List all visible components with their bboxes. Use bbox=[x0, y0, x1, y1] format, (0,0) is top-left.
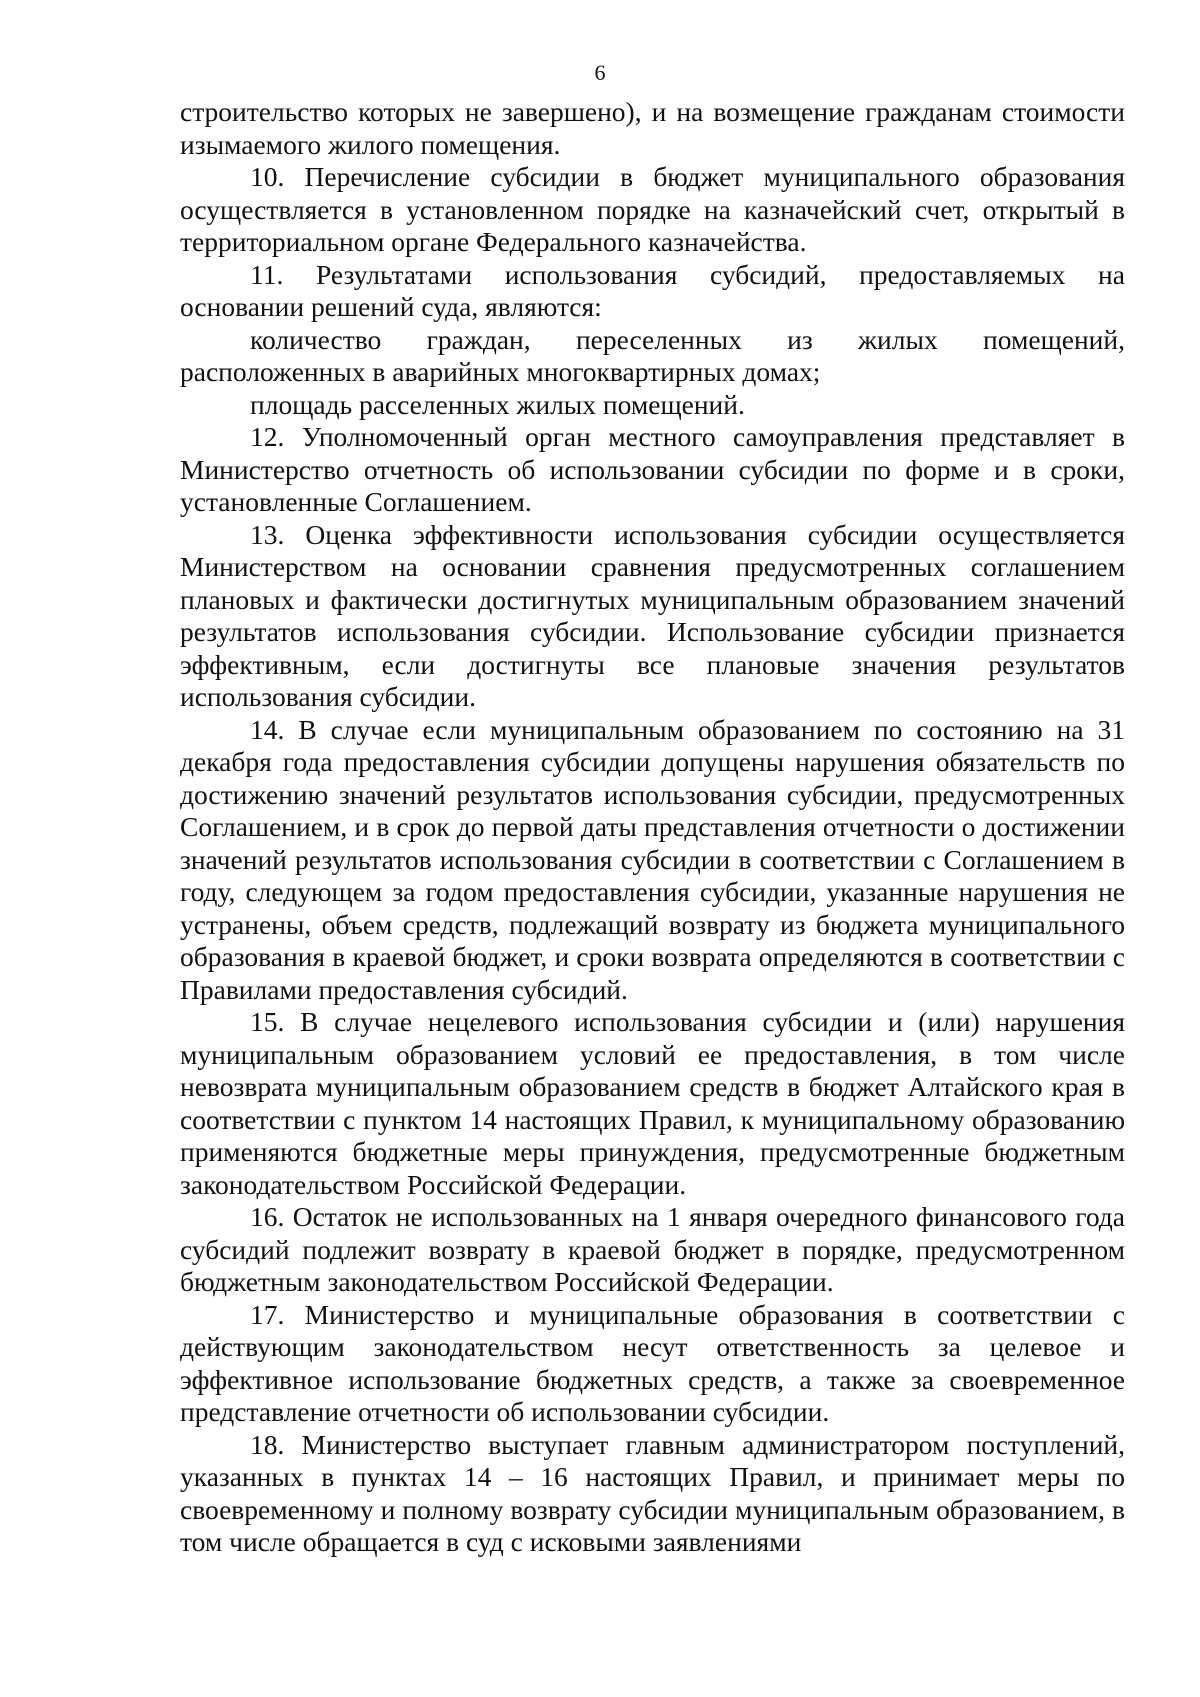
document-body bbox=[180, 96, 1125, 1559]
paragraph-11-item-2: площадь расселенных жилых помещений. bbox=[250, 388, 745, 420]
paragraph-15: 15. В случае нецелевого использования субсидии и (или) нарушения муниципальным образованием условий ее предоставления, в том числе невозврата муниципальным образованием средств в бюджет Алтайского края в соответствии с пунктом 14 настоящих Правил, к муниципальному образованию применяются бюджетные меры принуждения, предусмотренные бюджетным законодательством Российской Федерации. bbox=[180, 1006, 1125, 1200]
paragraph-17: 17. Министерство и муниципальные образования в соответствии с действующим законодательством несут ответственность за целевое и эффективное использование бюджетных средств, а также за своевременное представление отчетности об использовании субсидии. bbox=[180, 1298, 1125, 1427]
paragraph-11-item-1: количество граждан, переселенных из жилых помещений, расположенных в аварийных многоквартирных домах; bbox=[180, 323, 1125, 387]
paragraph-18: 18. Министерство выступает главным администратором поступлений, указанных в пунктах 14 – 16 настоящих Правил, и принимает меры по своевременному и полному возврату субсидии муниципальным образованием, в том числе обращается в суд с исковыми заявлениями bbox=[180, 1428, 1125, 1557]
paragraph-13: 13. Оценка эффективности использования субсидии осуществляется Министерством на основании сравнения предусмотренных соглашением плановых и фактически достигнутых муниципальным образованием значений результатов использования субсидии. Использование субсидии признается эффективным, если достигнуты все плановые значения результатов использования субсидии. bbox=[180, 518, 1125, 712]
paragraph-continuation: строительство которых не завершено), и на возмещение гражданам стоимости изымаемого жилого помещения. bbox=[180, 96, 1125, 160]
page-number: 6 bbox=[594, 60, 606, 85]
paragraph-10: 10. Перечисление субсидии в бюджет муниципального образования осуществляется в установленном порядке на казначейский счет, открытый в территориальном органе Федерального казначейства. bbox=[180, 161, 1125, 257]
paragraph-14: 14. В случае если муниципальным образованием по состоянию на 31 декабря года предоставления субсидии допущены нарушения обязательств по достижению значений результатов использования субсидии, предусмотренных Соглашением, и в срок до первой даты представления отчетности о достижении значений результатов использования субсидии в соответствии с Соглашением в году, следующем за годом предоставления субсидии, указанные нарушения не устранены, объем средств, подлежащий возврату из бюджета муниципального образования в краевой бюджет, и сроки возврата определяются в соответствии с Правилами предоставления субсидий. bbox=[180, 713, 1125, 1005]
paragraph-12: 12. Уполномоченный орган местного самоуправления представляет в Министерство отчетность об использовании субсидии по форме и в сроки, установленные Соглашением. bbox=[180, 421, 1125, 517]
paragraph-16: 16. Остаток не использованных на 1 января очередного финансового года субсидий подлежит возврату в краевой бюджет в порядке, предусмотренном бюджетным законодательством Российской Федерации. bbox=[180, 1201, 1125, 1297]
paragraph-11: 11. Результатами использования субсидий, предоставляемых на основании решений суда, являются: bbox=[180, 258, 1125, 322]
